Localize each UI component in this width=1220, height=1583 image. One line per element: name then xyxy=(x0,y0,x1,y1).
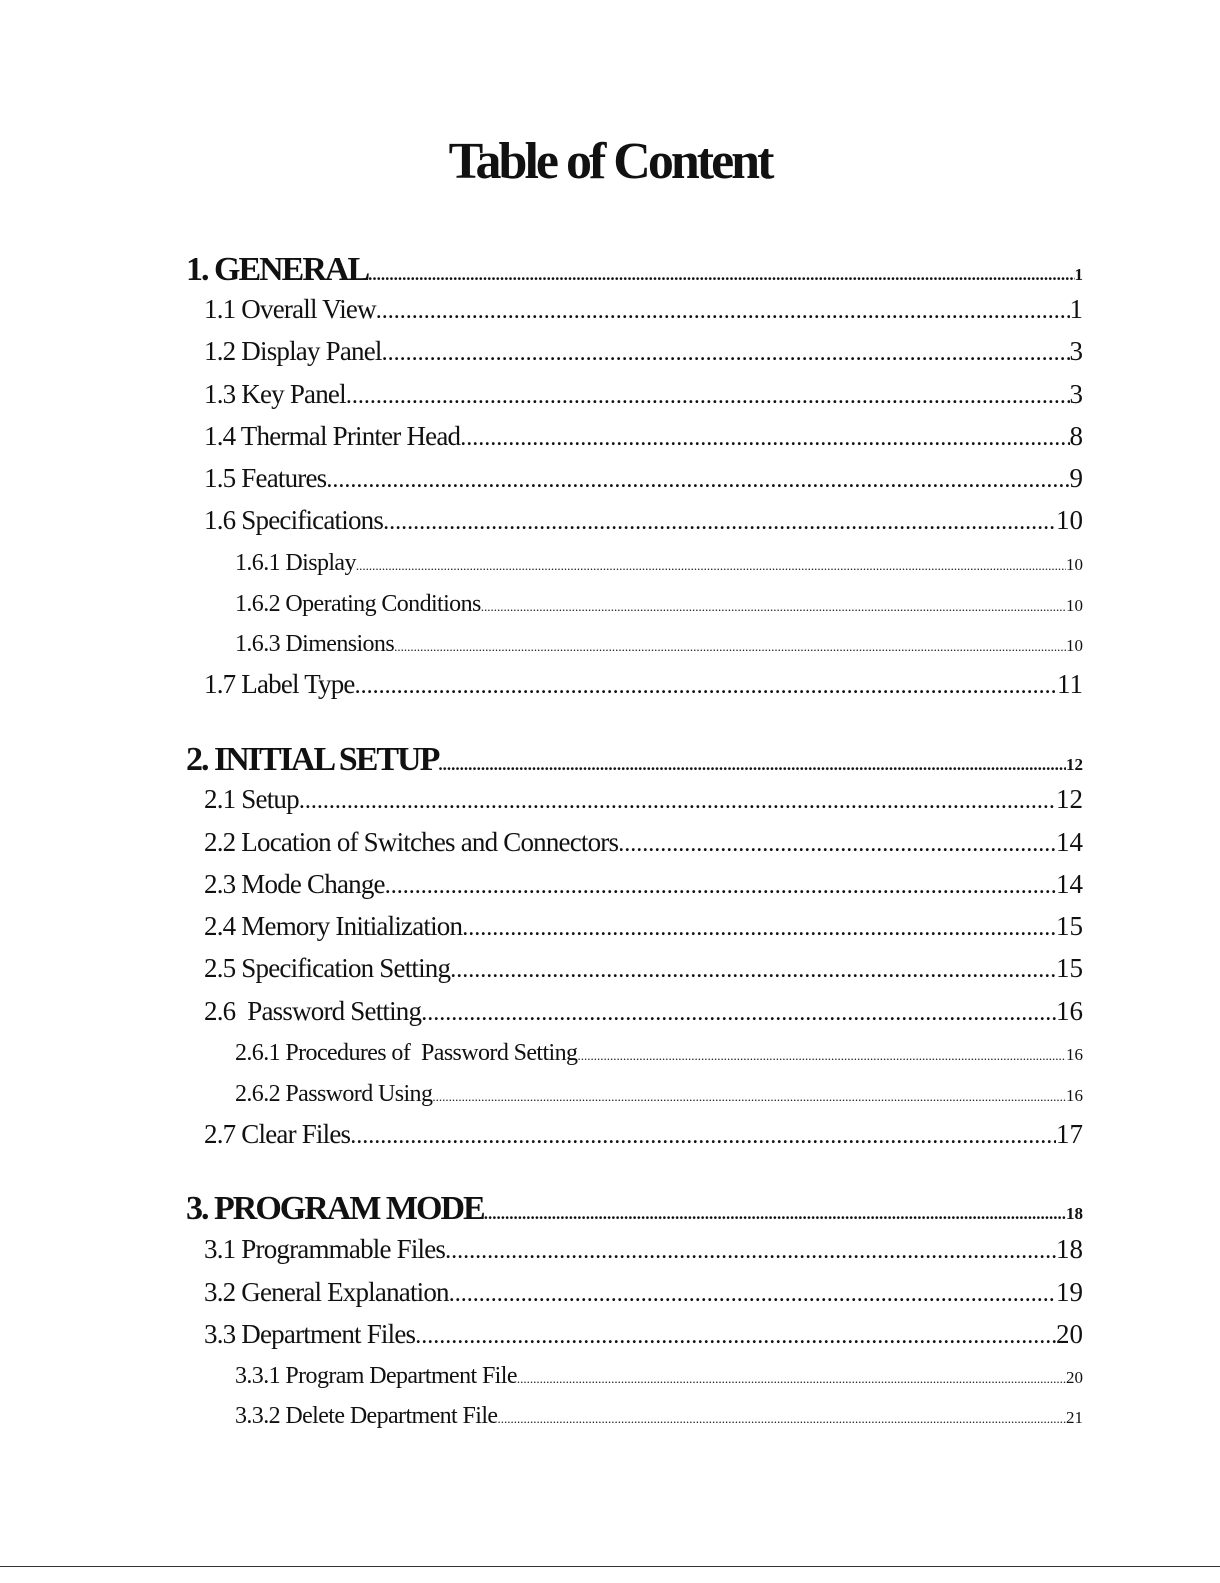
toc-label: 1.6.2 Operating Conditions xyxy=(235,591,481,617)
toc-label: 1.3 Key Panel xyxy=(204,379,346,409)
dot-leader xyxy=(385,869,1056,903)
toc-page-number: 14 xyxy=(1056,869,1083,899)
dot-leader xyxy=(376,294,1070,328)
toc-page-number: 17 xyxy=(1056,1119,1083,1149)
dot-leader xyxy=(484,1194,1066,1234)
toc-page-number: 10 xyxy=(1066,596,1083,615)
toc-page-number: 11 xyxy=(1057,669,1083,699)
toc-label: 2.6.2 Password Using xyxy=(235,1081,433,1107)
toc-entry xyxy=(204,1275,1083,1311)
toc-page-number: 1 xyxy=(1074,265,1083,284)
toc-label: 3.3.2 Delete Department File xyxy=(235,1403,498,1429)
toc-page-number: 19 xyxy=(1056,1277,1083,1307)
toc-subentry xyxy=(235,1079,1083,1112)
toc-entry xyxy=(204,1117,1083,1153)
dot-leader xyxy=(350,1119,1056,1153)
toc-page-number: 16 xyxy=(1066,1086,1083,1105)
toc-label: 3.3.1 Program Department File xyxy=(235,1363,517,1389)
toc-label: 2.1 Setup xyxy=(204,784,299,814)
toc-page-number: 12 xyxy=(1056,784,1083,814)
toc-label: 1.7 Label Type xyxy=(204,669,355,699)
toc-entry xyxy=(204,1232,1083,1268)
dot-leader xyxy=(618,827,1056,861)
toc-label: 2.7 Clear Files xyxy=(204,1119,351,1149)
toc-label: 2. INITIAL SETUP xyxy=(186,741,439,778)
dot-leader xyxy=(497,1404,1066,1434)
dot-leader xyxy=(356,551,1066,581)
dot-leader xyxy=(355,669,1057,703)
toc-page-number: 12 xyxy=(1066,755,1083,774)
toc-page-number: 8 xyxy=(1069,421,1083,451)
toc-label: 2.4 Memory Initialization xyxy=(204,911,463,941)
toc-entry xyxy=(204,909,1083,945)
toc-label: 1.6.3 Dimensions xyxy=(235,631,395,657)
dot-leader xyxy=(481,592,1066,622)
toc-page-number: 20 xyxy=(1066,1368,1083,1387)
dot-leader xyxy=(383,505,1056,539)
toc-subentry xyxy=(235,629,1083,662)
toc-page-number: 16 xyxy=(1056,996,1083,1026)
dot-leader xyxy=(577,1041,1066,1071)
dot-leader xyxy=(415,1319,1056,1353)
page-bottom-rule xyxy=(0,1566,1220,1567)
toc-label: 2.3 Mode Change xyxy=(204,869,385,899)
toc-page-number: 10 xyxy=(1066,555,1083,574)
toc-entry xyxy=(204,825,1083,861)
toc-label: 1. GENERAL xyxy=(186,251,369,288)
toc-page-number: 16 xyxy=(1066,1045,1083,1064)
toc-entry xyxy=(204,867,1083,903)
toc-subentry xyxy=(235,589,1083,622)
dot-leader xyxy=(432,1082,1066,1112)
toc-label: 2.5 Specification Setting xyxy=(204,953,451,983)
toc-page-number: 18 xyxy=(1066,1204,1083,1223)
toc-entry xyxy=(204,461,1083,497)
dot-leader xyxy=(299,784,1056,818)
toc-entry xyxy=(204,1317,1083,1353)
toc-page-number: 9 xyxy=(1069,463,1083,493)
toc-page-number: 20 xyxy=(1056,1319,1083,1349)
toc-label: 2.2 Location of Switches and Connectors xyxy=(204,827,619,857)
dot-leader xyxy=(346,379,1070,413)
toc-label: 1.1 Overall View xyxy=(204,294,376,324)
dot-leader xyxy=(462,911,1056,945)
toc-page-number: 3 xyxy=(1069,336,1083,366)
dot-leader xyxy=(421,996,1056,1030)
toc-page-number: 10 xyxy=(1066,636,1083,655)
toc-entry xyxy=(204,503,1083,539)
toc-label: 3.2 General Explanation xyxy=(204,1277,449,1307)
toc-entry xyxy=(204,377,1083,413)
dot-leader xyxy=(450,953,1056,987)
toc-subentry xyxy=(235,548,1083,581)
toc-page-number: 21 xyxy=(1066,1408,1083,1427)
toc-label: 1.4 Thermal Printer Head xyxy=(204,421,461,451)
toc-label: 1.6.1 Display xyxy=(235,550,356,576)
toc-subentry xyxy=(235,1361,1083,1394)
toc-label: 3. PROGRAM MODE xyxy=(186,1190,484,1227)
toc-page-number: 10 xyxy=(1056,505,1083,535)
toc-subentry xyxy=(235,1401,1083,1434)
dot-leader xyxy=(445,1234,1056,1268)
toc-label: 3.1 Programmable Files xyxy=(204,1234,446,1264)
dot-leader xyxy=(394,632,1066,662)
toc-page-number: 15 xyxy=(1056,911,1083,941)
toc-label: 1.5 Features xyxy=(204,463,327,493)
toc-page-number: 3 xyxy=(1069,379,1083,409)
dot-leader xyxy=(368,255,1074,295)
toc-page-number: 1 xyxy=(1069,294,1083,324)
dot-leader xyxy=(438,745,1066,785)
toc-chapter-initial-setup xyxy=(186,740,1083,785)
toc-page-number: 15 xyxy=(1056,953,1083,983)
toc-page-number: 14 xyxy=(1056,827,1083,857)
toc-page-number: 18 xyxy=(1056,1234,1083,1264)
dot-leader xyxy=(517,1364,1066,1394)
dot-leader xyxy=(382,336,1070,370)
toc-label: 3.3 Department Files xyxy=(204,1319,416,1349)
toc-label: 1.6 Specifications xyxy=(204,505,384,535)
toc-label: 2.6.1 Procedures of Password Setting xyxy=(235,1040,578,1066)
toc-entry xyxy=(204,419,1083,455)
toc-entry xyxy=(204,667,1083,703)
toc-chapter-program-mode xyxy=(186,1189,1083,1234)
dot-leader xyxy=(326,463,1069,497)
toc-entry xyxy=(204,994,1083,1030)
toc-entry xyxy=(204,292,1083,328)
toc-label: 1.2 Display Panel xyxy=(204,336,382,366)
page-title: Table of Content xyxy=(448,133,772,190)
toc-chapter-general xyxy=(186,250,1083,295)
toc-subentry xyxy=(235,1038,1083,1071)
toc-label: 2.6 Password Setting xyxy=(204,996,422,1026)
toc-entry xyxy=(204,334,1083,370)
dot-leader xyxy=(460,421,1069,455)
dot-leader xyxy=(449,1277,1056,1311)
toc-entry xyxy=(204,951,1083,987)
toc-entry xyxy=(204,782,1083,818)
